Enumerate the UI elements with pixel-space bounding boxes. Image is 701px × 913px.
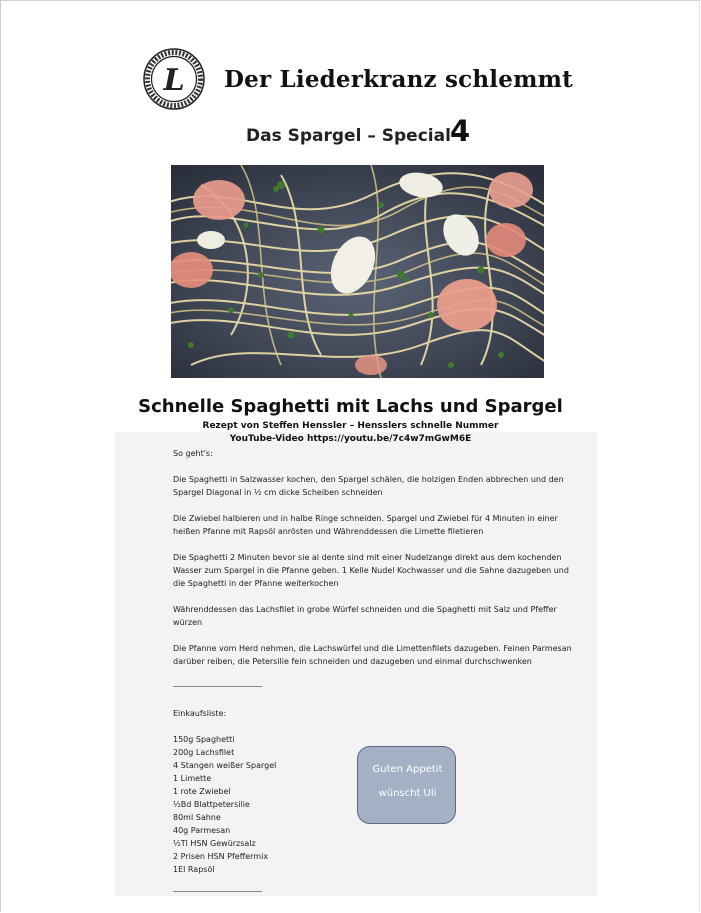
- shopping-item: 80ml Sahne: [173, 813, 221, 822]
- shopping-item: 1 Limette: [173, 774, 212, 783]
- instruction-line: Spargel Diagonal in ½ cm dicke Scheiben schneiden: [173, 488, 383, 497]
- page-title: Der Liederkranz schlemmt: [224, 66, 573, 93]
- dish-photo: [171, 165, 544, 378]
- instruction-line: Die Zwiebel halbieren und in halbe Ringe schneiden. Spargel und Zwiebel für 4 Minuten in einer: [173, 514, 558, 523]
- logo-letter: L: [163, 63, 185, 98]
- shopping-item: ½Tl HSN Gewürzsalz: [173, 839, 256, 848]
- special-number: 4: [450, 114, 471, 148]
- greeting-box: [357, 746, 456, 824]
- shopping-item: 1 rote Zwiebel: [173, 787, 231, 796]
- instruction-line: Wasser zum Spargel in die Pfanne geben. 1 Kelle Nudel Kochwasser und die Sahne dazugeben und: [173, 566, 569, 575]
- shopping-item: 40g Parmesan: [173, 826, 231, 835]
- instruction-line: Währenddessen das Lachsfilet in grobe Würfel schneiden und die Spaghetti mit Salz und Pfeffer: [173, 605, 557, 614]
- instruction-line: darüber reiben, die Petersilie fein schneiden und dazugeben und einmal durchschwenken: [173, 657, 532, 666]
- shopping-item: 2 Prisen HSN Pfeffermix: [173, 852, 269, 861]
- recipe-video-link: YouTube-Video https://youtu.be/7c4w7mGwM6E: [229, 434, 472, 444]
- recipe-byline: Rezept von Steffen Henssler – Hensslers schnelle Nummer: [202, 421, 499, 431]
- greeting-line-1: Guten Appetit: [372, 764, 443, 775]
- shopping-item: 200g Lachsfilet: [173, 748, 235, 757]
- shopping-item: 1El Rapsöl: [173, 865, 215, 874]
- instruction-line: die Spaghetti in der Pfanne weiterkochen: [173, 579, 339, 588]
- instruction-line: würzen: [173, 618, 203, 627]
- separator-line: [173, 891, 262, 892]
- shopping-heading: Einkaufsliste:: [173, 709, 227, 718]
- instruction-line: Die Pfanne vom Herd nehmen, die Lachswürfel und die Limettenfilets dazugeben. Feinen Parmesan: [173, 644, 572, 653]
- instruction-line: Die Spaghetti 2 Minuten bevor sie al dente sind mit einer Nudelzange direkt aus dem kochenden: [173, 553, 562, 562]
- liederkranz-logo: [143, 48, 205, 110]
- shopping-item: ½Bd Blattpetersilie: [173, 800, 250, 809]
- separator-line: [173, 686, 262, 687]
- greeting-line-2: wünscht Uli: [378, 788, 437, 799]
- shopping-item: 4 Stangen weißer Spargel: [173, 761, 277, 770]
- shopping-item: 150g Spaghetti: [173, 735, 235, 744]
- instruction-line: Die Spaghetti in Salzwasser kochen, den Spargel schälen, die holzigen Enden abbrechen und den: [173, 475, 564, 484]
- page-subtitle: Das Spargel – Special: [246, 126, 451, 146]
- instructions-intro: So geht's:: [173, 449, 213, 458]
- instruction-line: heißen Pfanne mit Rapsöl anrösten und Währenddessen die Limette filetieren: [173, 527, 484, 536]
- recipe-title: Schnelle Spaghetti mit Lachs und Spargel: [138, 396, 563, 417]
